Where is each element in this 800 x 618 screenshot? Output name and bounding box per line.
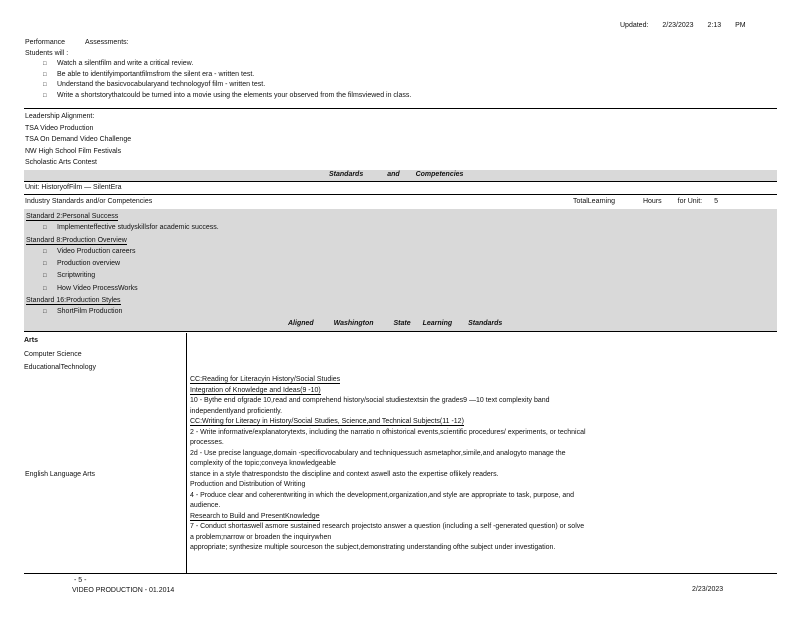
column-divider bbox=[186, 333, 187, 573]
banner-word: Washington bbox=[333, 320, 374, 327]
ela-line: 4 - Produce clear and coherentwriting in which the development,organization,and style are appropriate to task, purpose, and bbox=[190, 491, 575, 499]
footer bbox=[72, 576, 174, 596]
hours-label: Hours bbox=[642, 198, 662, 205]
performance-item-text: Watch a silentfilm and write a critical review. bbox=[57, 60, 194, 68]
banner-word: Aligned bbox=[288, 320, 314, 327]
standard-item-text: How Video ProcessWorks bbox=[57, 284, 138, 292]
standard-title: Standard 8:Production Overview bbox=[26, 236, 127, 244]
divider bbox=[24, 108, 777, 109]
subject-english: English Language Arts bbox=[25, 471, 96, 478]
bullet-icon: □ bbox=[43, 71, 47, 78]
bullet-icon: □ bbox=[43, 61, 47, 68]
updated-ampm: PM bbox=[735, 22, 746, 29]
performance-item-text: Be able to identifyimportantfilmsfrom the silent era - written test. bbox=[57, 70, 255, 78]
subject-computer-science: Computer Science bbox=[24, 350, 82, 358]
bullet-icon: □ bbox=[43, 225, 47, 232]
standards-banner-title bbox=[329, 171, 463, 178]
bullet-icon: □ bbox=[43, 309, 47, 316]
leadership-heading: Leadership Alignment: bbox=[25, 113, 95, 120]
banner-word: and bbox=[387, 171, 400, 178]
standard-item-text: ShortFilm Production bbox=[57, 308, 123, 316]
standard-item bbox=[26, 270, 219, 282]
subject-arts: Arts bbox=[24, 337, 39, 344]
banner-word: State bbox=[393, 320, 411, 327]
standard-item bbox=[26, 246, 219, 258]
ela-standards bbox=[190, 375, 775, 554]
performance-heading-1: Performance bbox=[25, 39, 66, 46]
divider bbox=[24, 331, 777, 332]
standard-title: Standard 2:Personal Success bbox=[26, 213, 119, 220]
bullet-icon: □ bbox=[43, 248, 47, 255]
ela-heading: Integration of Knowledge and Ideas(9 -10) bbox=[190, 386, 321, 394]
leadership-item: TSA On Demand Video Challenge bbox=[25, 136, 132, 143]
total-learning-label: TotalLearning bbox=[573, 198, 616, 205]
leadership-item: Scholastic Arts Contest bbox=[25, 159, 97, 166]
ela-line: processes. bbox=[190, 439, 224, 446]
divider bbox=[24, 194, 777, 195]
banner-word: Standards bbox=[329, 171, 364, 178]
banner-word: Competencies bbox=[415, 171, 464, 178]
footer-date: 2/23/2023 bbox=[692, 586, 724, 593]
standard-item bbox=[26, 306, 219, 318]
leadership-item: TSA Video Production bbox=[25, 124, 94, 132]
performance-item bbox=[25, 59, 411, 70]
ela-line: a problem;narrow or broaden the inquirywhen bbox=[190, 533, 332, 541]
bullet-icon: □ bbox=[43, 82, 47, 89]
students-will: Students will : bbox=[25, 49, 69, 57]
leadership-section bbox=[25, 111, 131, 169]
ela-line: 2d - Use precise language,domain -specificvocabulary and techniquessuch asmetaphor,simile,and analogyto manage the bbox=[190, 449, 566, 457]
ela-heading: CC:Writing for Literacy in History/Social Studies, Science,and Technical Subjects(11 -12) bbox=[190, 418, 464, 425]
standard-item-text: Implementeffective studyskillsfor academic success. bbox=[57, 224, 219, 232]
standard-item bbox=[26, 258, 219, 270]
banner-word: Learning bbox=[422, 320, 453, 327]
performance-item-text: Understand the basicvocabularyand technologyof film - written test. bbox=[57, 81, 266, 89]
subject-column bbox=[24, 334, 186, 375]
ela-line: independentlyand proficiently. bbox=[190, 407, 283, 415]
performance-item bbox=[25, 70, 411, 81]
bullet-icon: □ bbox=[43, 261, 47, 268]
bullet-icon: □ bbox=[43, 285, 47, 292]
aligned-banner-title bbox=[288, 320, 502, 327]
ela-line: complexity of the topic;conveya knowledgeable bbox=[190, 460, 336, 467]
ela-line: audience. bbox=[190, 502, 221, 509]
ela-line: 7 - Conduct shortaswell asmore sustained research projectsto answer a question (including a self -generated question) or solve bbox=[190, 523, 585, 530]
ela-line: Production and Distribution of Writing bbox=[190, 481, 306, 488]
performance-item bbox=[25, 80, 411, 91]
course-code: VIDEO PRODUCTION - 01.2014 bbox=[72, 587, 175, 594]
updated-stamp bbox=[620, 22, 758, 29]
standard-item bbox=[26, 222, 219, 234]
hours-value: 5 bbox=[714, 198, 718, 205]
leadership-item: NW High School Film Festivals bbox=[25, 147, 122, 155]
standard-item-text: Production overview bbox=[57, 260, 121, 268]
ela-line: 10 - Bythe end ofgrade 10,read and comprehend history/social studiestextsin the grades9 —10 text complexity band bbox=[190, 397, 550, 404]
ela-heading: Research to Build and PresentKnowledge bbox=[190, 512, 320, 520]
standard-item-text: Scriptwriting bbox=[57, 272, 96, 280]
performance-heading bbox=[25, 38, 411, 49]
ela-line: appropriate; synthesize multiple sourceson the subject,demonstrating understanding ofthe subject under investigation. bbox=[190, 544, 556, 551]
banner-word: Standards bbox=[468, 320, 503, 327]
divider bbox=[24, 573, 777, 574]
ela-line: 2 - Write informative/explanatorytexts, including the narratio n ofhistorical events,scientific procedures/ experiments, or technical bbox=[190, 428, 586, 436]
performance-item bbox=[25, 91, 411, 102]
total-hours bbox=[573, 198, 718, 205]
performance-section bbox=[25, 38, 411, 102]
for-unit-label: for Unit: bbox=[677, 198, 703, 205]
updated-time: 2:13 bbox=[707, 22, 722, 29]
subject-educational-technology: EducationalTechnology bbox=[24, 364, 96, 371]
bullet-icon: □ bbox=[43, 273, 47, 280]
unit-title: Unit: HistoryofFilm — SilentEra bbox=[25, 184, 122, 191]
standards-block bbox=[24, 209, 777, 331]
standard-title: Standard 16:Production Styles bbox=[26, 297, 121, 305]
ela-line: stance in a style thatrespondsto the discipline and context aswell asto the expertise oflikely readers. bbox=[190, 470, 499, 478]
performance-item-text: Write a shortstorythatcould be turned into a movie using the elements your observed from the filmsviewed in class. bbox=[57, 91, 412, 99]
divider bbox=[24, 181, 777, 182]
updated-label: Updated: bbox=[620, 22, 649, 29]
standard-item bbox=[26, 283, 219, 295]
industry-label: Industry Standards and/or Competencies bbox=[25, 198, 153, 205]
standards-banner bbox=[24, 170, 777, 181]
standards-list bbox=[26, 211, 219, 319]
standard-item-text: Video Production careers bbox=[57, 247, 136, 255]
updated-date: 2/23/2023 bbox=[662, 22, 694, 29]
bullet-icon: □ bbox=[43, 92, 47, 99]
page-number: - 5 - bbox=[74, 577, 87, 584]
ela-heading: CC:Reading for Literacyin History/Social Studies bbox=[190, 376, 341, 383]
performance-heading-2: Assessments: bbox=[85, 39, 129, 46]
